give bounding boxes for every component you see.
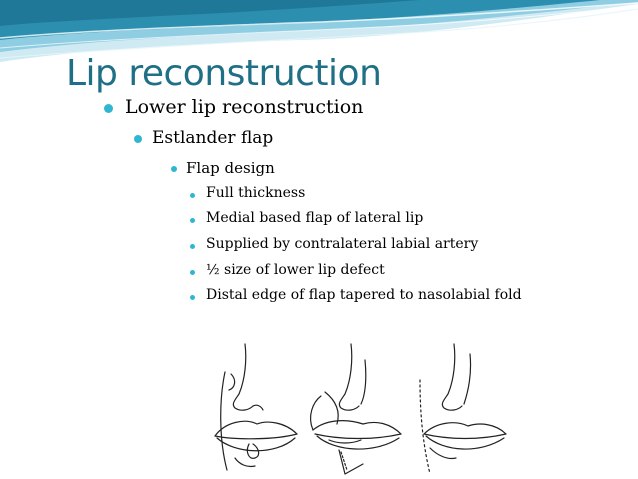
illustration-panel-1 bbox=[215, 344, 297, 470]
bullet-text: Distal edge of flap tapered to nasolabial fold bbox=[206, 287, 522, 303]
bullet-dot-icon bbox=[171, 166, 177, 172]
bullet-level3 bbox=[186, 159, 275, 177]
bullet-level2 bbox=[152, 128, 273, 148]
bullet-text: Flap design bbox=[186, 159, 275, 177]
bullet-text: Lower lip reconstruction bbox=[125, 96, 364, 118]
bullet-dot-icon bbox=[190, 218, 195, 223]
bullet-text: Medial based flap of lateral lip bbox=[206, 210, 424, 226]
bullet-dot-icon bbox=[190, 244, 195, 249]
illustration-panel-2 bbox=[311, 344, 401, 474]
bullet-dot-icon bbox=[190, 193, 195, 198]
bullet-text: Supplied by contralateral labial artery bbox=[206, 236, 479, 252]
estlander-flap-illustration bbox=[205, 340, 515, 476]
bullet-detail bbox=[206, 236, 478, 252]
bullet-text: Estlander flap bbox=[152, 128, 274, 148]
bullet-level1 bbox=[125, 96, 363, 118]
bullet-detail bbox=[206, 185, 305, 201]
bullet-detail bbox=[206, 210, 423, 226]
bullet-detail bbox=[206, 287, 522, 303]
bullet-text: Full thickness bbox=[206, 185, 306, 201]
bullet-dot-icon bbox=[190, 295, 195, 300]
bullet-dot-icon bbox=[190, 270, 195, 275]
bullet-dot-icon bbox=[134, 135, 142, 143]
bullet-dot-icon bbox=[104, 104, 113, 113]
bullet-text: ½ size of lower lip defect bbox=[206, 262, 385, 278]
slide-title: Lip reconstruction bbox=[66, 53, 382, 94]
illustration-panel-3 bbox=[420, 344, 506, 474]
bullet-detail bbox=[206, 262, 385, 278]
